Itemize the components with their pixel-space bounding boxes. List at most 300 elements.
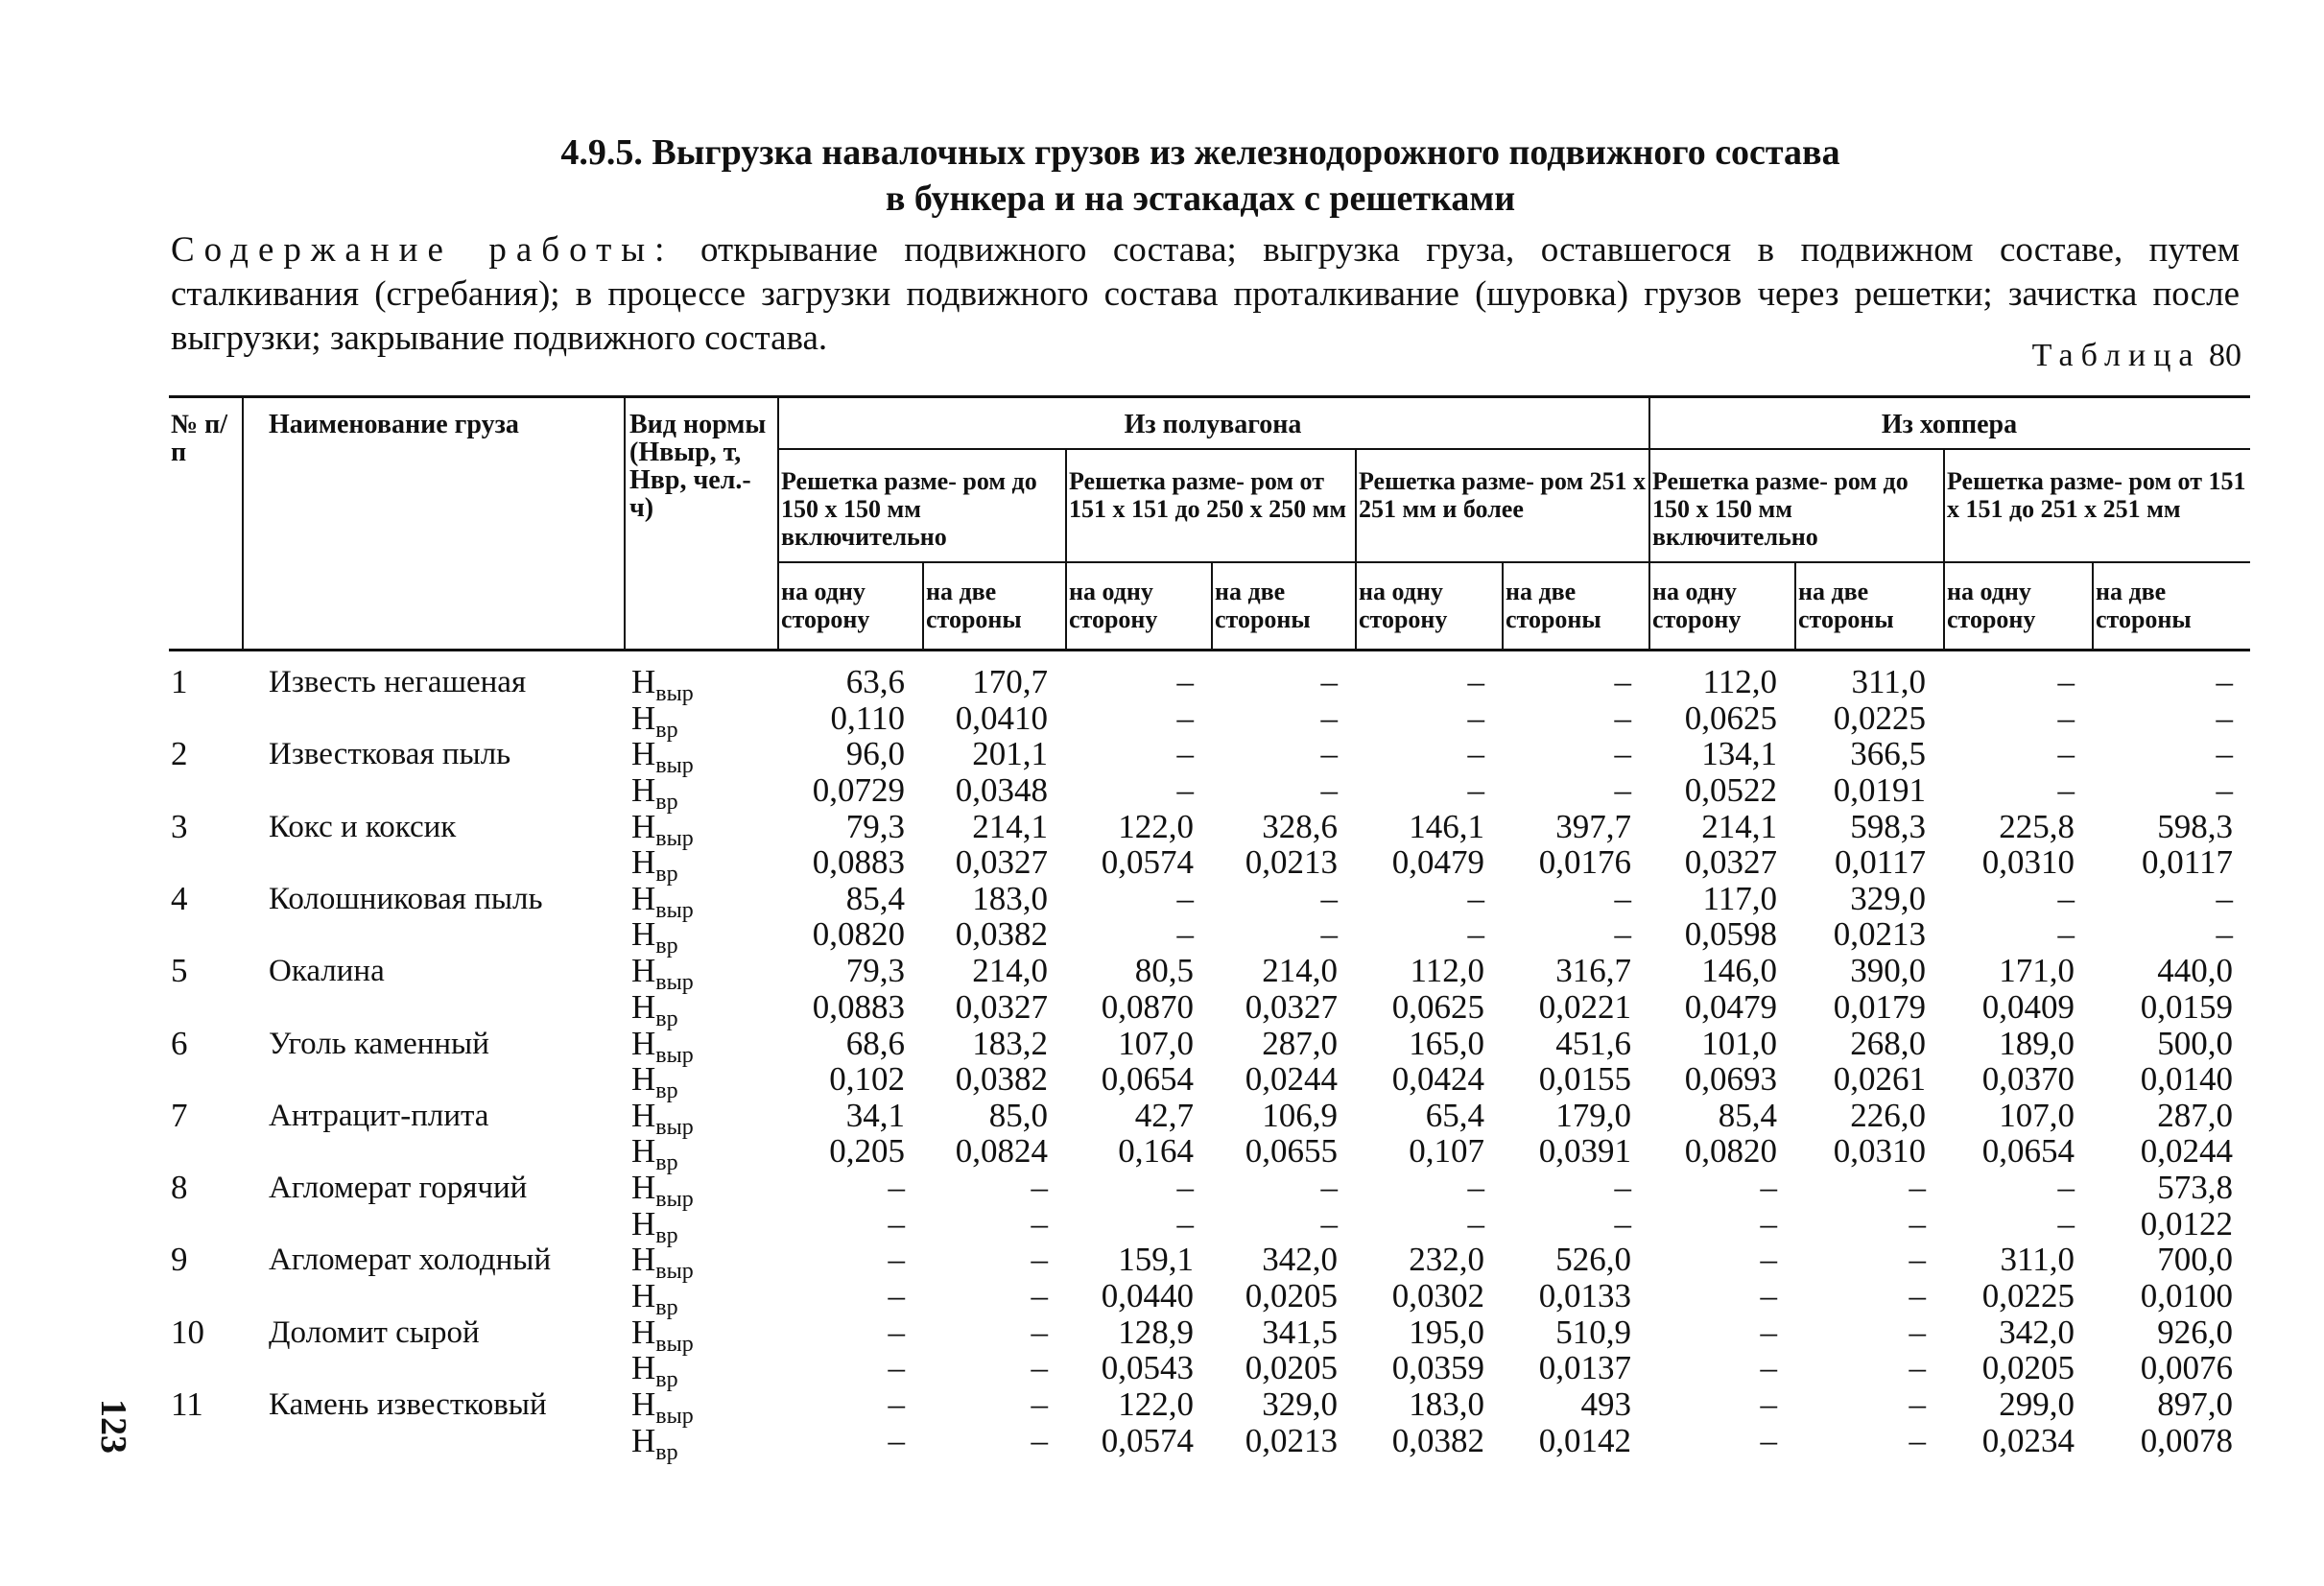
norm-label-output: $Н_{выр}$ <box>631 952 694 996</box>
header-grate-size-3: Решетка разме- ром 251 x 251 мм и более <box>1359 467 1647 523</box>
value-output: 101,0 <box>1701 1024 1777 1062</box>
row-number: 5 <box>171 952 188 990</box>
header-side-4: на две стороны <box>1215 578 1311 633</box>
value-output: 128,9 <box>1118 1313 1194 1351</box>
value-output: 107,0 <box>1999 1096 2075 1134</box>
table-column-rule <box>1211 561 1213 649</box>
header-grate-size-2: Решетка разме- ром от 151 x 151 до 250 x 250 мм <box>1069 467 1347 523</box>
value-output: 397,7 <box>1555 807 1631 845</box>
row-number: 1 <box>171 663 188 700</box>
norm-label-output: $Н_{выр}$ <box>631 663 694 706</box>
row-number: 6 <box>171 1024 188 1062</box>
cargo-name: Известь негашеная <box>269 665 527 699</box>
value-output: – <box>1320 663 1338 700</box>
norm-label-output-subscript: выр <box>655 1114 694 1140</box>
value-output: – <box>1614 735 1631 773</box>
value-output: – <box>2057 735 2075 773</box>
value-time: 0,0213 <box>1245 1421 1338 1459</box>
value-output: – <box>888 1385 905 1423</box>
value-time: 0,0137 <box>1538 1349 1631 1387</box>
value-time: – <box>888 1204 905 1243</box>
value-output: 390,0 <box>1850 952 1926 990</box>
value-output: 329,0 <box>1850 879 1926 917</box>
value-output: 232,0 <box>1409 1241 1484 1279</box>
value-time: – <box>1176 915 1194 954</box>
value-time: 0,0076 <box>2140 1349 2233 1387</box>
value-time: – <box>2216 698 2233 737</box>
norm-label-output: $Н_{выр}$ <box>631 735 694 779</box>
value-output: – <box>1909 1385 1926 1423</box>
value-time: 0,0142 <box>1538 1421 1631 1459</box>
value-output: 328,6 <box>1262 807 1338 845</box>
header-group-gondola: Из полувагона <box>1124 410 1302 439</box>
norm-label-time: $Н_{вр}$ <box>631 987 678 1031</box>
value-time: – <box>1614 1204 1631 1243</box>
value-time: – <box>1760 1204 1777 1243</box>
value-output: 63,6 <box>845 663 905 700</box>
value-output: – <box>1176 735 1194 773</box>
value-output: 440,0 <box>2157 952 2233 990</box>
table-column-rule <box>1794 561 1796 649</box>
value-output: – <box>1614 1169 1631 1207</box>
value-time: – <box>1614 698 1631 737</box>
norm-label-output-subscript: выр <box>655 825 694 851</box>
value-time: 0,0824 <box>955 1132 1048 1171</box>
value-time: 0,0327 <box>1684 843 1777 882</box>
table-column-rule <box>1648 448 1650 649</box>
row-number: 10 <box>171 1313 204 1351</box>
value-output: 926,0 <box>2157 1313 2233 1351</box>
work-content-label: Содержание работы: <box>171 230 675 270</box>
value-time: – <box>1909 1276 1926 1314</box>
cargo-name: Известковая пыль <box>269 737 511 772</box>
value-time: – <box>1320 698 1338 737</box>
value-output: 287,0 <box>1262 1024 1338 1062</box>
value-time: 0,0225 <box>1981 1276 2075 1314</box>
value-time: 0,0348 <box>955 770 1048 809</box>
norm-label-time: $Н_{вр}$ <box>631 1132 678 1176</box>
norm-label-time-subscript: вр <box>655 862 678 888</box>
value-output: – <box>2216 735 2233 773</box>
norm-label-output-subscript: выр <box>655 1187 694 1213</box>
row-number: 2 <box>171 735 188 773</box>
value-output: – <box>1614 879 1631 917</box>
value-time: 0,0133 <box>1538 1276 1631 1314</box>
header-side-7: на одну сторону <box>1652 578 1742 633</box>
norm-label-time-subscript: вр <box>655 1367 678 1393</box>
value-time: 0,0078 <box>2140 1421 2233 1459</box>
value-output: 170,7 <box>972 663 1048 700</box>
value-output: 189,0 <box>1999 1024 2075 1062</box>
value-output: 85,0 <box>988 1096 1048 1134</box>
value-time: 0,0654 <box>1101 1060 1194 1098</box>
value-output: – <box>1614 663 1631 700</box>
norm-label-time-subscript: вр <box>655 1006 678 1031</box>
value-output: 195,0 <box>1409 1313 1484 1351</box>
value-time: 0,0440 <box>1101 1276 1194 1314</box>
row-number: 3 <box>171 807 188 845</box>
value-output: 183,2 <box>972 1024 1048 1062</box>
value-output: 79,3 <box>845 952 905 990</box>
value-time: 0,205 <box>829 1132 905 1171</box>
norm-label-time-subscript: вр <box>655 1294 678 1320</box>
value-time: 0,164 <box>1118 1132 1194 1171</box>
table-caption <box>2032 338 2241 374</box>
value-time: 0,0310 <box>1981 843 2075 882</box>
value-time: 0,0625 <box>1391 987 1484 1026</box>
value-time: 0,0191 <box>1833 770 1926 809</box>
value-output: 134,1 <box>1701 735 1777 773</box>
value-time: – <box>2057 698 2075 737</box>
value-time: 0,0155 <box>1538 1060 1631 1098</box>
header-side-5: на одну сторону <box>1359 578 1448 633</box>
work-content-text: открывание подвижного состава; выгрузка груза, оставшегося в подвижном составе, путем сталкивания (сгребания); в процессе загрузки подвижного состава проталкивание (шуровка) грузов через решетки; зачистка после выгрузки; закрывание подвижного состава. <box>171 230 2240 358</box>
cargo-name: Кокс и коксик <box>269 809 457 844</box>
table-column-rule <box>1355 448 1357 649</box>
value-time: 0,0479 <box>1391 843 1484 882</box>
value-time: 0,0302 <box>1391 1276 1484 1314</box>
cargo-name: Антрацит-плита <box>269 1098 489 1133</box>
value-output: 42,7 <box>1134 1096 1194 1134</box>
header-side-1: на одну сторону <box>781 578 870 633</box>
value-output: 214,0 <box>1262 952 1338 990</box>
row-number: 8 <box>171 1169 188 1207</box>
cargo-name: Камень известковый <box>269 1387 547 1422</box>
value-output: 179,0 <box>1555 1096 1631 1134</box>
value-time: 0,0244 <box>2140 1132 2233 1171</box>
value-time: – <box>888 1349 905 1387</box>
value-output: 225,8 <box>1999 807 2075 845</box>
value-output: – <box>1760 1241 1777 1279</box>
norm-label-output: $Н_{выр}$ <box>631 1024 694 1068</box>
table-column-rule <box>1502 561 1504 649</box>
value-output: 510,9 <box>1555 1313 1631 1351</box>
norm-label-time: $Н_{вр}$ <box>631 1421 678 1465</box>
value-output: 897,0 <box>2157 1385 2233 1423</box>
row-number: 4 <box>171 879 188 917</box>
norm-label-output: $Н_{выр}$ <box>631 1241 694 1285</box>
value-time: – <box>1467 1204 1484 1243</box>
header-cargo-name: Наименование груза <box>269 410 519 439</box>
value-time: 0,0179 <box>1833 987 1926 1026</box>
value-time: – <box>1176 698 1194 737</box>
norm-label-time: $Н_{вр}$ <box>631 770 678 815</box>
value-output: 85,4 <box>845 879 905 917</box>
value-time: 0,0261 <box>1833 1060 1926 1098</box>
value-output: – <box>1909 1241 1926 1279</box>
value-time: – <box>1176 1204 1194 1243</box>
value-output: 366,5 <box>1850 735 1926 773</box>
value-output: 299,0 <box>1999 1385 2075 1423</box>
value-output: 268,0 <box>1850 1024 1926 1062</box>
header-side-8: на две стороны <box>1798 578 1894 633</box>
value-time: 0,0225 <box>1833 698 1926 737</box>
value-time: 0,0654 <box>1981 1132 2075 1171</box>
value-time: 0,0176 <box>1538 843 1631 882</box>
table-column-rule <box>777 395 779 649</box>
value-output: 117,0 <box>1702 879 1777 917</box>
value-output: 201,1 <box>972 735 1048 773</box>
value-time: – <box>1909 1204 1926 1243</box>
norm-label-time-subscript: вр <box>655 1150 678 1176</box>
value-output: 287,0 <box>2157 1096 2233 1134</box>
value-time: 0,0574 <box>1101 1421 1194 1459</box>
value-output: 226,0 <box>1850 1096 1926 1134</box>
header-norm-type: Вид нормы (Нвыр, т, Нвр, чел.-ч) <box>629 410 767 523</box>
value-time: 0,110 <box>830 698 905 737</box>
value-time: – <box>1176 770 1194 809</box>
section-title-line2: в бункера и на эстакадах с решетками <box>885 178 1516 219</box>
value-time: – <box>1909 1349 1926 1387</box>
value-output: – <box>1760 1385 1777 1423</box>
norm-label-time-subscript: вр <box>655 1439 678 1465</box>
table-column-rule <box>1943 448 1945 649</box>
norm-label-time-subscript: вр <box>655 1222 678 1248</box>
value-time: 0,0820 <box>812 915 905 954</box>
value-output: 311,0 <box>1851 663 1926 700</box>
value-time: 0,0221 <box>1538 987 1631 1026</box>
value-time: – <box>2057 915 2075 954</box>
value-output: 68,6 <box>845 1024 905 1062</box>
norm-label-output: $Н_{выр}$ <box>631 1169 694 1213</box>
header-side-10: на две стороны <box>2096 578 2192 633</box>
value-output: – <box>888 1169 905 1207</box>
value-time: 0,0159 <box>2140 987 2233 1026</box>
norm-label-time-subscript: вр <box>655 717 678 743</box>
value-time: 0,0543 <box>1101 1349 1194 1387</box>
value-time: 0,0883 <box>812 843 905 882</box>
value-time: 0,102 <box>829 1060 905 1098</box>
value-time: – <box>888 1276 905 1314</box>
row-number: 9 <box>171 1241 188 1279</box>
norm-label-time: $Н_{вр}$ <box>631 1349 678 1393</box>
value-output: – <box>1467 1169 1484 1207</box>
value-output: 112,0 <box>1702 663 1777 700</box>
table-column-rule <box>922 561 924 649</box>
value-time: – <box>1614 915 1631 954</box>
norm-label-time-subscript: вр <box>655 1078 678 1103</box>
norm-label-time: $Н_{вр}$ <box>631 1276 678 1320</box>
value-output: – <box>1467 735 1484 773</box>
norm-label-output-subscript: выр <box>655 897 694 923</box>
value-output: – <box>1031 1313 1048 1351</box>
value-output: 85,4 <box>1718 1096 1777 1134</box>
value-output: – <box>1760 1313 1777 1351</box>
value-time: 0,0140 <box>2140 1060 2233 1098</box>
value-time: 0,0391 <box>1538 1132 1631 1171</box>
value-time: – <box>1467 915 1484 954</box>
value-output: – <box>1320 735 1338 773</box>
value-time: 0,0117 <box>2142 843 2233 882</box>
table-caption-number: 80 <box>2209 338 2241 373</box>
value-output: 79,3 <box>845 807 905 845</box>
value-time: 0,0327 <box>955 843 1048 882</box>
row-number: 7 <box>171 1096 188 1134</box>
value-time: 0,0327 <box>955 987 1048 1026</box>
value-time: 0,0382 <box>955 1060 1048 1098</box>
value-output: 500,0 <box>2157 1024 2233 1062</box>
value-time: 0,0310 <box>1833 1132 1926 1171</box>
value-output: – <box>888 1241 905 1279</box>
value-output: 342,0 <box>1262 1241 1338 1279</box>
value-time: 0,0327 <box>1245 987 1338 1026</box>
value-output: 316,7 <box>1555 952 1631 990</box>
norm-label-time-subscript: вр <box>655 934 678 959</box>
cargo-name: Агломерат горячий <box>269 1171 528 1206</box>
value-time: 0,0598 <box>1684 915 1777 954</box>
section-title-line1: 4.9.5. Выгрузка навалочных грузов из железнодорожного подвижного состава <box>560 132 1840 173</box>
norm-label-output-subscript: выр <box>655 1259 694 1285</box>
value-output: – <box>1320 879 1338 917</box>
norm-label-time: $Н_{вр}$ <box>631 1060 678 1103</box>
value-output: – <box>1467 663 1484 700</box>
value-time: 0,0100 <box>2140 1276 2233 1314</box>
value-time: 0,0205 <box>1245 1276 1338 1314</box>
value-time: – <box>1467 698 1484 737</box>
value-output: – <box>2057 663 2075 700</box>
cargo-name: Уголь каменный <box>269 1026 489 1061</box>
value-output: 146,0 <box>1701 952 1777 990</box>
value-output: 214,1 <box>1701 807 1777 845</box>
table-rule <box>169 649 2250 651</box>
value-time: 0,0244 <box>1245 1060 1338 1098</box>
header-side-9: на одну сторону <box>1947 578 2036 633</box>
row-number: 11 <box>171 1385 203 1423</box>
value-output: – <box>1320 1169 1338 1207</box>
value-output: 493 <box>1580 1385 1631 1423</box>
cargo-name: Агломерат холодный <box>269 1243 552 1278</box>
value-time: 0,0213 <box>1245 843 1338 882</box>
value-output: – <box>2216 663 2233 700</box>
norm-label-output: $Н_{выр}$ <box>631 879 694 923</box>
value-time: 0,0122 <box>2140 1204 2233 1243</box>
value-time: 0,0870 <box>1101 987 1194 1026</box>
value-output: 598,3 <box>2157 807 2233 845</box>
norm-label-output: $Н_{выр}$ <box>631 1385 694 1429</box>
page-number-text: 123 <box>93 1399 133 1454</box>
table-column-rule <box>1648 395 1650 448</box>
value-output: 80,5 <box>1134 952 1194 990</box>
value-time: 0,0234 <box>1981 1421 2075 1459</box>
value-time: 0,107 <box>1409 1132 1484 1171</box>
value-time: – <box>1320 915 1338 954</box>
cargo-name: Колошниковая пыль <box>269 881 543 916</box>
value-time: – <box>1760 1349 1777 1387</box>
value-output: 107,0 <box>1118 1024 1194 1062</box>
value-time: 0,0625 <box>1684 698 1777 737</box>
value-time: 0,0522 <box>1684 770 1777 809</box>
value-time: – <box>1614 770 1631 809</box>
table-column-rule <box>624 395 626 649</box>
value-time: – <box>2057 1204 2075 1243</box>
norm-label-time: $Н_{вр}$ <box>631 1204 678 1248</box>
value-time: – <box>888 1421 905 1459</box>
value-time: – <box>1031 1349 1048 1387</box>
value-time: – <box>1031 1276 1048 1314</box>
value-output: 183,0 <box>972 879 1048 917</box>
table-caption-label: Таблица <box>2031 338 2201 373</box>
table-rule <box>169 395 2250 398</box>
norm-label-time: $Н_{вр}$ <box>631 698 678 743</box>
value-output: 700,0 <box>2157 1241 2233 1279</box>
value-output: – <box>888 1313 905 1351</box>
value-output: 159,1 <box>1118 1241 1194 1279</box>
value-output: – <box>1467 879 1484 917</box>
norm-label-output-subscript: выр <box>655 1331 694 1357</box>
value-time: 0,0370 <box>1981 1060 2075 1098</box>
value-output: – <box>1176 663 1194 700</box>
norm-label-output-subscript: выр <box>655 1404 694 1429</box>
value-time: – <box>1760 1421 1777 1459</box>
value-output: 122,0 <box>1118 1385 1194 1423</box>
value-time: 0,0655 <box>1245 1132 1338 1171</box>
value-time: 0,0409 <box>1981 987 2075 1026</box>
header-grate-size-4: Решетка разме- ром до 150 x 150 мм включительно <box>1652 467 1909 551</box>
table-column-rule <box>242 395 244 649</box>
norm-label-output-subscript: выр <box>655 753 694 779</box>
value-time: 0,0382 <box>1391 1421 1484 1459</box>
value-time: – <box>2057 770 2075 809</box>
value-output: 311,0 <box>2000 1241 2075 1279</box>
value-output: 451,6 <box>1555 1024 1631 1062</box>
value-output: – <box>2057 1169 2075 1207</box>
value-output: – <box>1031 1385 1048 1423</box>
value-time: – <box>1909 1421 1926 1459</box>
value-time: 0,0424 <box>1391 1060 1484 1098</box>
table-column-rule <box>2092 561 2094 649</box>
value-time: 0,0410 <box>955 698 1048 737</box>
norm-label-time: $Н_{вр}$ <box>631 915 678 959</box>
value-time: 0,0359 <box>1391 1349 1484 1387</box>
value-time: 0,0117 <box>1835 843 1926 882</box>
value-output: – <box>1176 1169 1194 1207</box>
value-time: – <box>1320 770 1338 809</box>
value-output: – <box>1909 1313 1926 1351</box>
norm-label-time-subscript: вр <box>655 789 678 815</box>
value-output: 165,0 <box>1409 1024 1484 1062</box>
value-time: – <box>1760 1276 1777 1314</box>
value-output: 106,9 <box>1262 1096 1338 1134</box>
value-time: 0,0820 <box>1684 1132 1777 1171</box>
value-time: 0,0883 <box>812 987 905 1026</box>
header-side-3: на одну сторону <box>1069 578 1158 633</box>
value-output: 34,1 <box>845 1096 905 1134</box>
value-time: 0,0479 <box>1684 987 1777 1026</box>
norm-label-time: $Н_{вр}$ <box>631 843 678 888</box>
value-output: – <box>2057 879 2075 917</box>
value-output: 96,0 <box>845 735 905 773</box>
value-time: – <box>2216 915 2233 954</box>
table-rule <box>777 448 2250 450</box>
value-time: – <box>1467 770 1484 809</box>
value-time: 0,0693 <box>1684 1060 1777 1098</box>
value-output: 342,0 <box>1999 1313 2075 1351</box>
value-output: – <box>1031 1169 1048 1207</box>
header-group-hopper: Из хоппера <box>1881 410 2018 439</box>
header-grate-size-5: Решетка разме- ром от 151 x 151 до 251 x 251 мм <box>1947 467 2246 523</box>
value-time: 0,0729 <box>812 770 905 809</box>
value-time: – <box>1031 1421 1048 1459</box>
value-output: – <box>1176 879 1194 917</box>
norm-label-output-subscript: выр <box>655 681 694 706</box>
value-output: – <box>1909 1169 1926 1207</box>
value-time: 0,0382 <box>955 915 1048 954</box>
value-output: – <box>2216 879 2233 917</box>
value-output: 214,0 <box>972 952 1048 990</box>
value-output: 171,0 <box>1999 952 2075 990</box>
norm-label-output: $Н_{выр}$ <box>631 807 694 851</box>
norm-label-output-subscript: выр <box>655 1042 694 1068</box>
